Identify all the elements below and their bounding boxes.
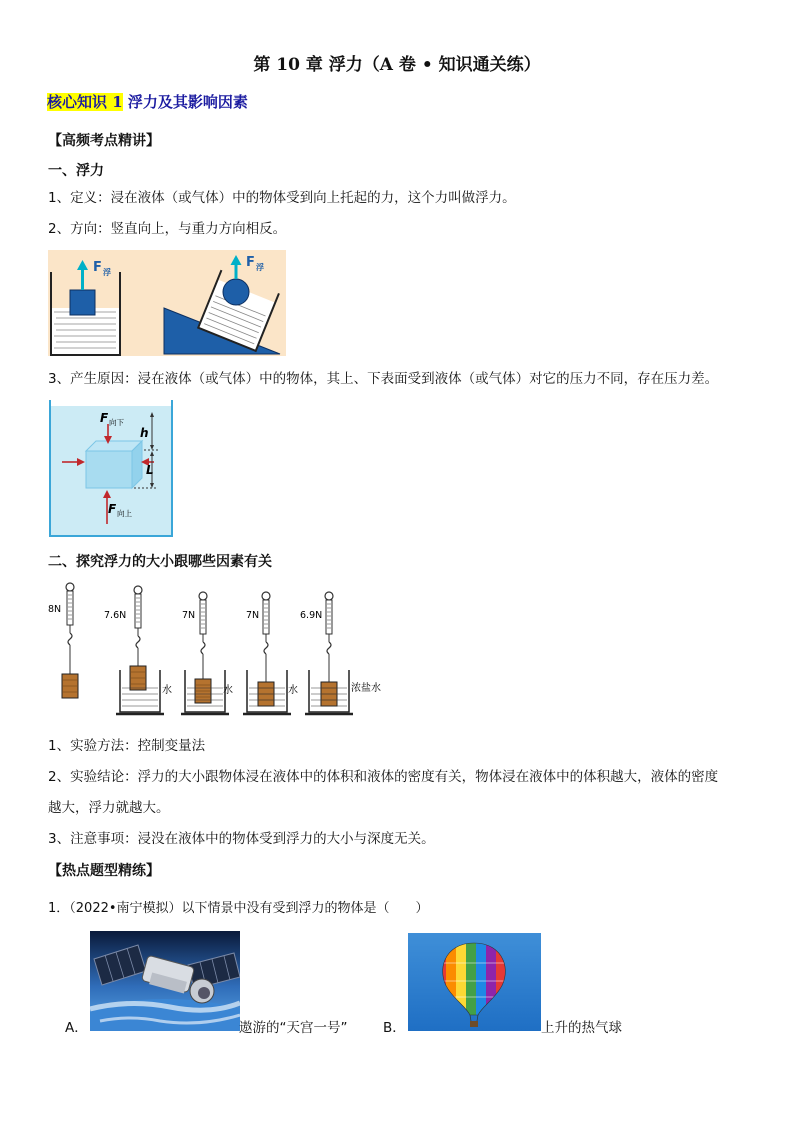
- liquid-4: 水: [288, 685, 298, 696]
- liquid-5: 浓盐水: [351, 683, 381, 694]
- liquid-2: 水: [162, 685, 172, 696]
- section-tag: 核心知识 1: [47, 93, 123, 111]
- buoyancy-direction-figure: [48, 250, 286, 356]
- f-down-sub: 向下: [109, 418, 124, 427]
- option-b-text: 上升的热气球: [541, 1020, 622, 1036]
- reading-3: 7N: [182, 610, 196, 621]
- f-down-label: F: [100, 411, 109, 425]
- section-name: 浮力及其影响因素: [127, 93, 248, 111]
- f-label-2: F: [246, 255, 255, 270]
- part1-heading: 一、浮力: [48, 163, 104, 179]
- f-sub-label: 浮: [103, 268, 111, 277]
- tiangong-image[interactable]: [90, 931, 240, 1031]
- conclusion-text-2: 越大，浮力就越大。: [48, 800, 170, 816]
- part2-heading: 二、探究浮力的大小跟哪些因素有关: [48, 554, 272, 570]
- page-title: 第 10 章 浮力（A 卷 • 知识通关练）: [253, 55, 541, 75]
- cause-text: 3、产生原因：浸在液体（或气体）中的物体，其上、下表面受到液体（或气体）对它的压力不同，存在压力差。: [48, 371, 719, 387]
- note-text: 3、注意事项：浸没在液体中的物体受到浮力的大小与深度无关。: [48, 831, 435, 847]
- reading-4: 7N: [246, 610, 260, 621]
- reading-2: 7.6N: [104, 610, 127, 621]
- option-b-label[interactable]: B．: [383, 1020, 406, 1036]
- hot-air-balloon-image[interactable]: [408, 933, 541, 1031]
- method-text: 1、实验方法：控制变量法: [48, 738, 206, 754]
- pressure-difference-figure: [48, 400, 174, 538]
- liquid-3: 水: [223, 685, 233, 696]
- reading-1: 8N: [48, 604, 62, 615]
- definition-text: 1、定义：浸在液体（或气体）中的物体受到向上托起的力，这个力叫做浮力。: [48, 190, 516, 206]
- l-label: L: [146, 463, 154, 477]
- direction-text: 2、方向：竖直向上，与重力方向相反。: [48, 221, 287, 237]
- h-label: h: [140, 426, 149, 440]
- section-heading: [47, 91, 248, 112]
- reading-5: 6.9N: [300, 610, 323, 621]
- gaopin-heading: 【高频考点精讲】: [48, 133, 160, 149]
- f-up-sub: 向上: [117, 509, 132, 518]
- conclusion-text-1: 2、实验结论：浮力的大小跟物体浸在液体中的体积和液体的密度有关，物体浸在液体中的体积越大，液体的密度: [48, 769, 719, 785]
- option-a-label[interactable]: A．: [65, 1020, 88, 1036]
- f-up-label: F: [108, 502, 117, 516]
- option-a-text: 遨游的“天宫一号”: [239, 1020, 348, 1036]
- hot-heading: 【热点题型精练】: [48, 863, 160, 879]
- question-stem: 1．（2022•南宁模拟）以下情景中没有受到浮力的物体是（ ）: [48, 901, 429, 916]
- spring-scale-experiment-figure: [48, 578, 393, 723]
- f-sub-label-2: 浮: [256, 263, 264, 272]
- f-label: F: [93, 260, 102, 275]
